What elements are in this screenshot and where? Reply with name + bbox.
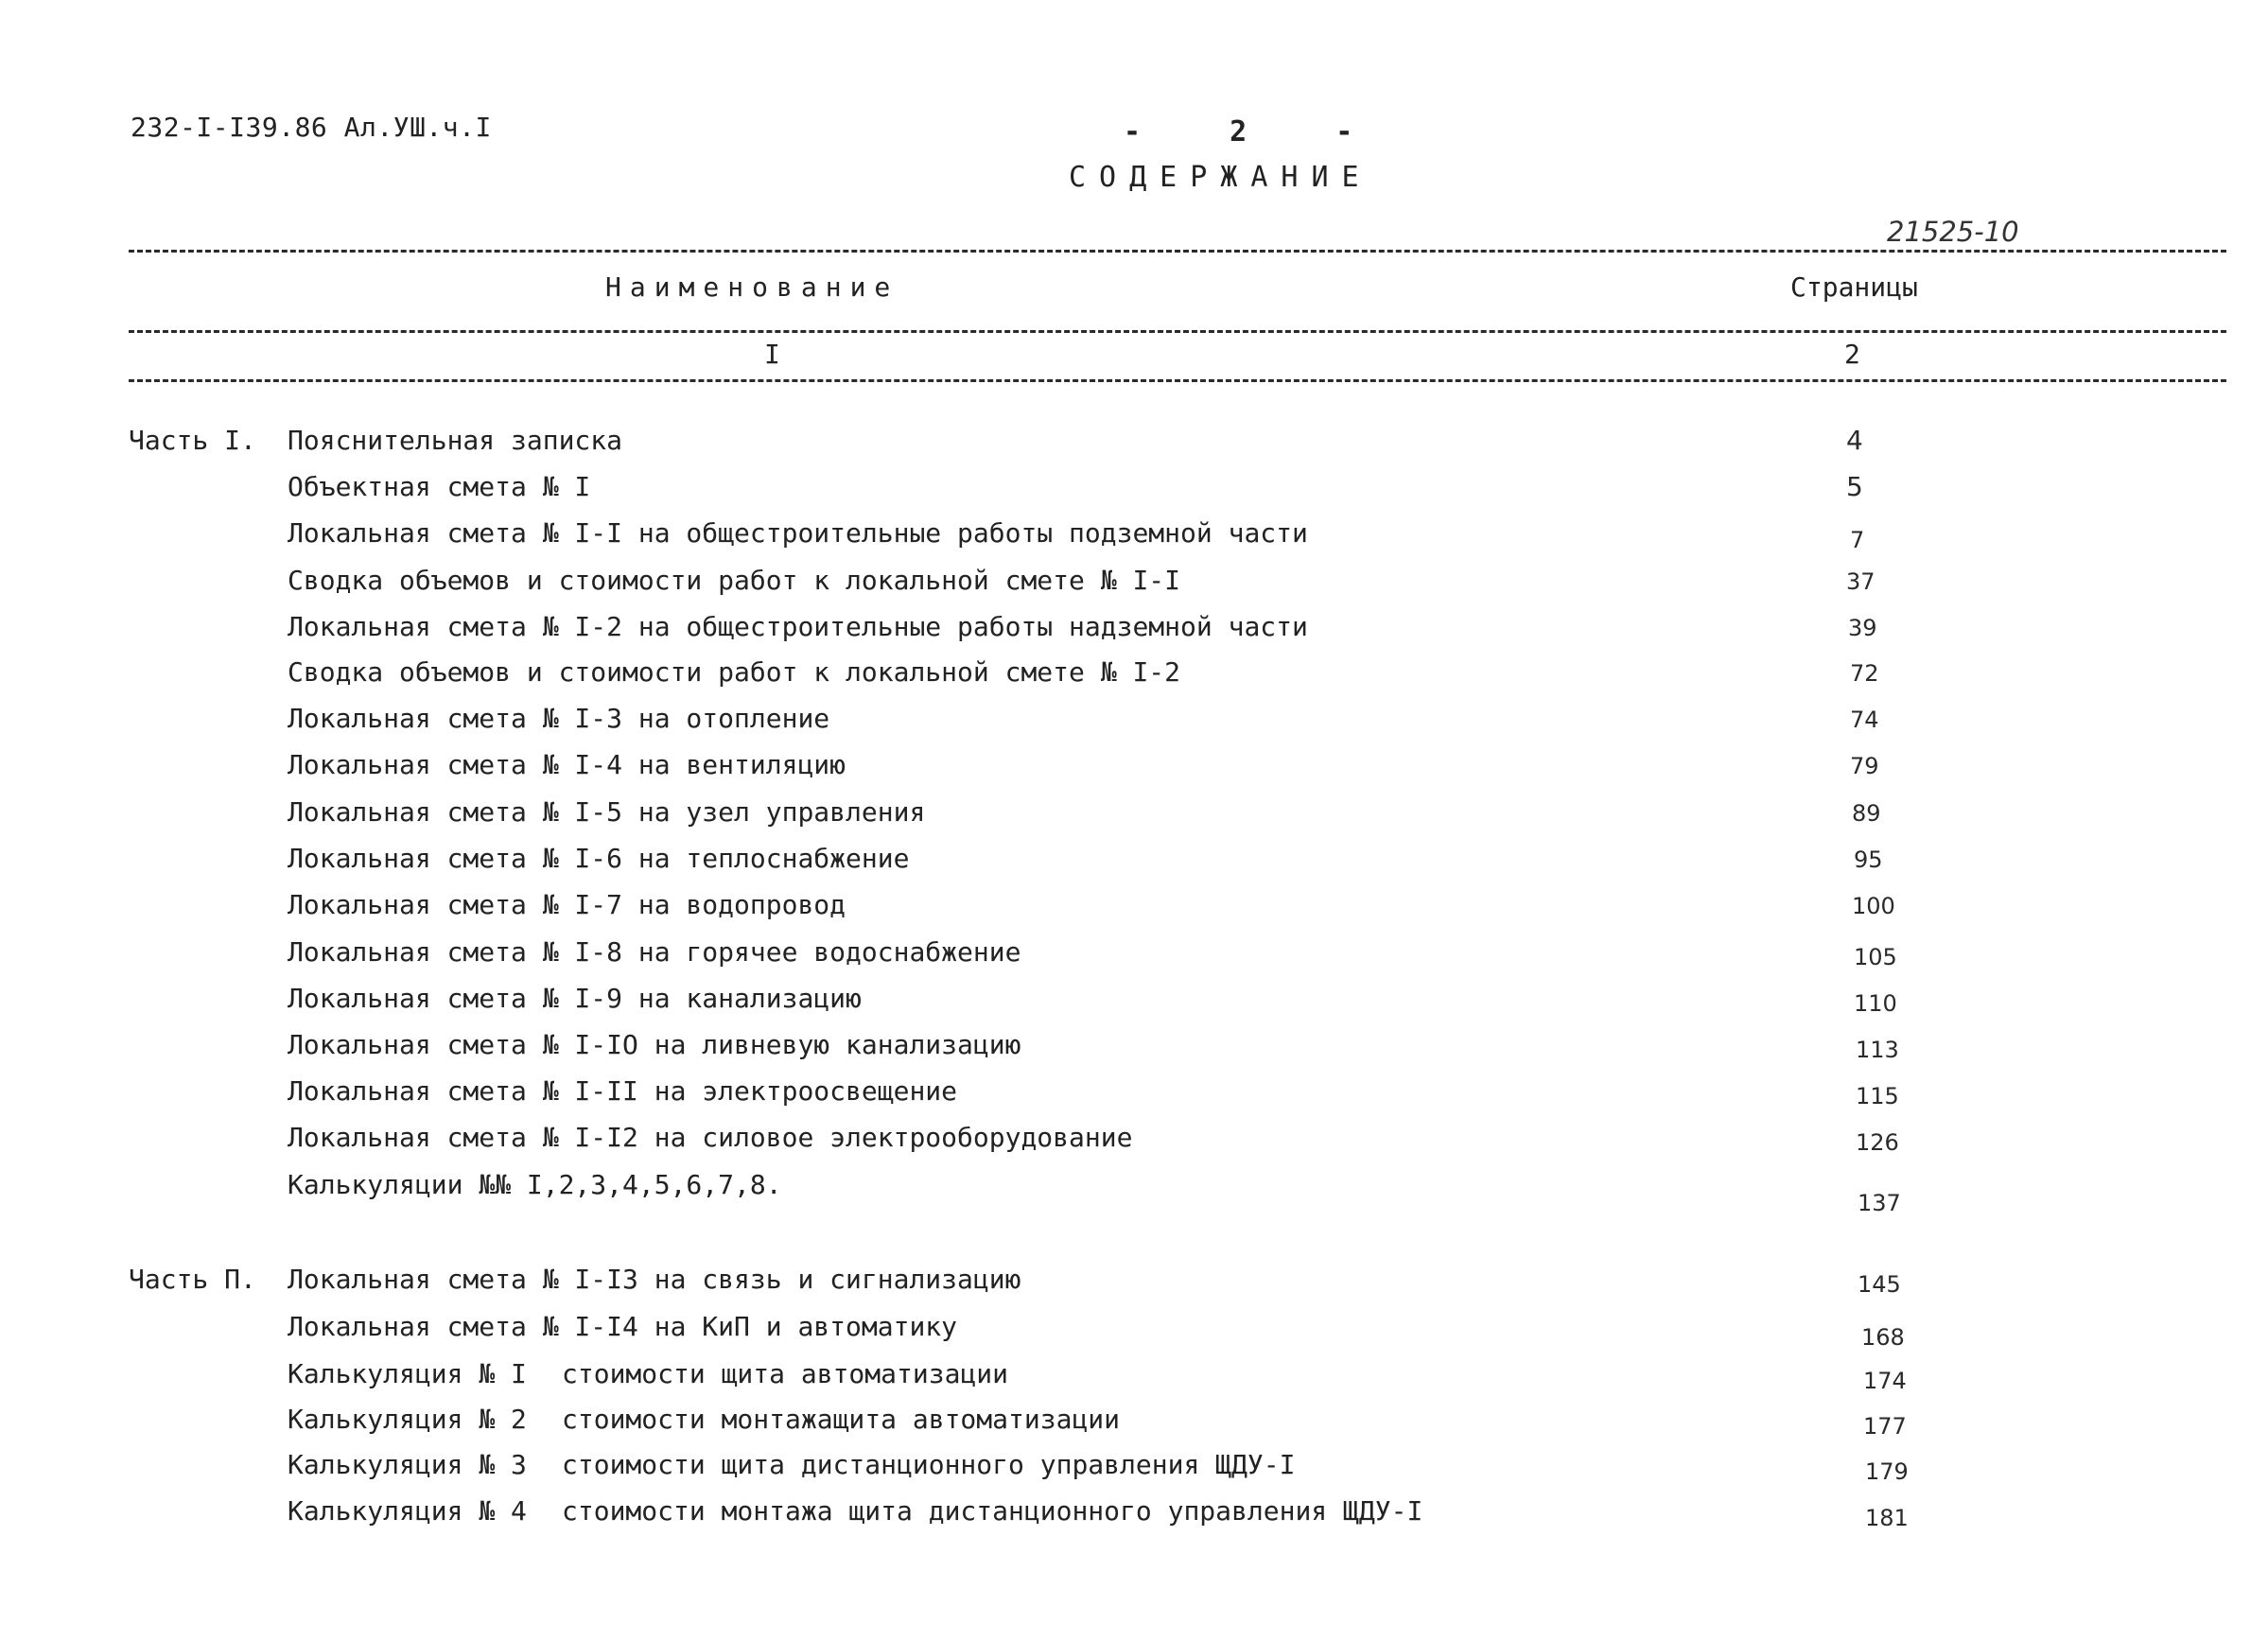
calculation-description: стоимости щита автоматизации xyxy=(562,1358,1009,1389)
toc-item-page: 89 xyxy=(1852,800,1881,827)
toc-item-page: 110 xyxy=(1854,990,1897,1017)
toc-row xyxy=(0,1264,2268,1301)
toc-item-name: Калькуляции №№ I,2,3,4,5,6,7,8. xyxy=(288,1169,782,1200)
toc-row xyxy=(0,1029,2268,1067)
toc-item-page: 145 xyxy=(1858,1271,1901,1298)
handwritten-note: 21525-10 xyxy=(1887,216,2019,248)
toc-item-page: 126 xyxy=(1856,1129,1899,1156)
toc-item-page: 179 xyxy=(1865,1458,1909,1485)
page-number: - 2 - xyxy=(1124,115,1389,148)
calculation-description: стоимости монтажащита автоматизации xyxy=(562,1404,1121,1435)
toc-row xyxy=(0,425,2268,463)
toc-row xyxy=(0,1495,2268,1533)
toc-item-page: 79 xyxy=(1850,753,1879,779)
toc-row xyxy=(0,1169,2268,1216)
toc-row xyxy=(0,749,2268,787)
header-divider-rule xyxy=(129,330,2226,333)
column-index-pages: 2 xyxy=(1844,339,1860,370)
toc-item-page: 115 xyxy=(1856,1083,1899,1109)
toc-item-name: Локальная смета № I-II на электроосвещение xyxy=(288,1075,958,1107)
toc-item-page: 174 xyxy=(1863,1368,1907,1394)
toc-item-page: 5 xyxy=(1846,471,1863,502)
toc-row xyxy=(0,471,2268,509)
toc-row xyxy=(0,1122,2268,1160)
toc-row xyxy=(0,703,2268,741)
toc-item-page: 105 xyxy=(1854,944,1897,970)
toc-item-name: Локальная смета № I-I2 на силовое электрооборудование xyxy=(288,1122,1133,1153)
toc-row xyxy=(0,796,2268,834)
toc-item-page: 137 xyxy=(1858,1190,1901,1216)
toc-item-page: 95 xyxy=(1854,847,1883,873)
toc-row xyxy=(0,936,2268,974)
column-index-name: I xyxy=(764,339,780,370)
toc-item-page: 72 xyxy=(1850,660,1879,687)
table-top-rule xyxy=(129,250,2226,253)
toc-item-page: 74 xyxy=(1850,707,1879,733)
page-title: СОДЕРЖАНИЕ xyxy=(1069,161,1372,194)
toc-row xyxy=(0,1404,2268,1441)
toc-row xyxy=(0,1075,2268,1113)
document-code: 232-I-I39.86 Ал.УШ.ч.I xyxy=(131,112,492,143)
toc-item-name: Локальная смета № I-I3 на связь и сигнализацию xyxy=(288,1264,1021,1295)
toc-item-page: 100 xyxy=(1852,893,1895,919)
toc-item-name: Объектная смета № I xyxy=(288,471,591,502)
toc-row xyxy=(0,565,2268,602)
part-label: Часть I. xyxy=(129,425,256,456)
toc-item-name: Локальная смета № I-3 на отопление xyxy=(288,703,830,734)
toc-item-page: 39 xyxy=(1848,615,1877,641)
toc-item-name: Локальная смета № I-I на общестроительные работы подземной части xyxy=(288,517,1308,549)
toc-row xyxy=(0,889,2268,927)
toc-item-page: 177 xyxy=(1863,1413,1907,1440)
toc-item-page: 168 xyxy=(1861,1324,1905,1351)
calculation-label: Калькуляция № 4 xyxy=(288,1495,527,1527)
toc-row xyxy=(0,983,2268,1021)
calculation-label: Калькуляция № 3 xyxy=(288,1449,527,1480)
toc-item-name: Сводка объемов и стоимости работ к локальной смете № I-I xyxy=(288,565,1181,596)
column-header-name: Наименование xyxy=(605,271,899,303)
toc-row xyxy=(0,1358,2268,1396)
toc-item-name: Локальная смета № I-4 на вентиляцию xyxy=(288,749,846,780)
toc-item-page: 4 xyxy=(1846,425,1863,456)
header-bottom-rule xyxy=(129,379,2226,382)
toc-item-name: Локальная смета № I-5 на узел управления xyxy=(288,796,926,828)
toc-item-page: 113 xyxy=(1856,1037,1899,1063)
calculation-label: Калькуляция № I xyxy=(288,1358,527,1389)
calculation-description: стоимости щита дистанционного управления ЩДУ-I xyxy=(562,1449,1296,1480)
toc-item-name: Локальная смета № I-9 на канализацию xyxy=(288,983,862,1014)
calculation-label: Калькуляция № 2 xyxy=(288,1404,527,1435)
toc-row xyxy=(0,611,2268,649)
toc-item-page: 7 xyxy=(1850,527,1865,553)
toc-row xyxy=(0,1449,2268,1487)
toc-item-name: Локальная смета № I-7 на водопровод xyxy=(288,889,846,920)
toc-row xyxy=(0,843,2268,881)
toc-item-name: Локальная смета № I-8 на горячее водоснабжение xyxy=(288,936,1021,968)
toc-item-name: Локальная смета № I-I4 на КиП и автоматику xyxy=(288,1311,958,1342)
part-label: Часть П. xyxy=(129,1264,256,1295)
toc-item-name: Пояснительная записка xyxy=(288,425,623,456)
toc-item-name: Локальная смета № I-2 на общестроительные работы надземной части xyxy=(288,611,1308,642)
toc-item-page: 181 xyxy=(1865,1505,1909,1531)
toc-row xyxy=(0,1311,2268,1349)
toc-row xyxy=(0,656,2268,694)
calculation-description: стоимости монтажа щита дистанционного управления ЩДУ-I xyxy=(562,1495,1423,1527)
column-header-pages: Страницы xyxy=(1790,271,1918,303)
toc-item-name: Сводка объемов и стоимости работ к локальной смете № I-2 xyxy=(288,656,1181,688)
toc-item-page: 37 xyxy=(1846,568,1875,595)
toc-item-name: Локальная смета № I-6 на теплоснабжение xyxy=(288,843,910,874)
toc-row xyxy=(0,517,2268,555)
toc-item-name: Локальная смета № I-IO на ливневую канализацию xyxy=(288,1029,1021,1060)
